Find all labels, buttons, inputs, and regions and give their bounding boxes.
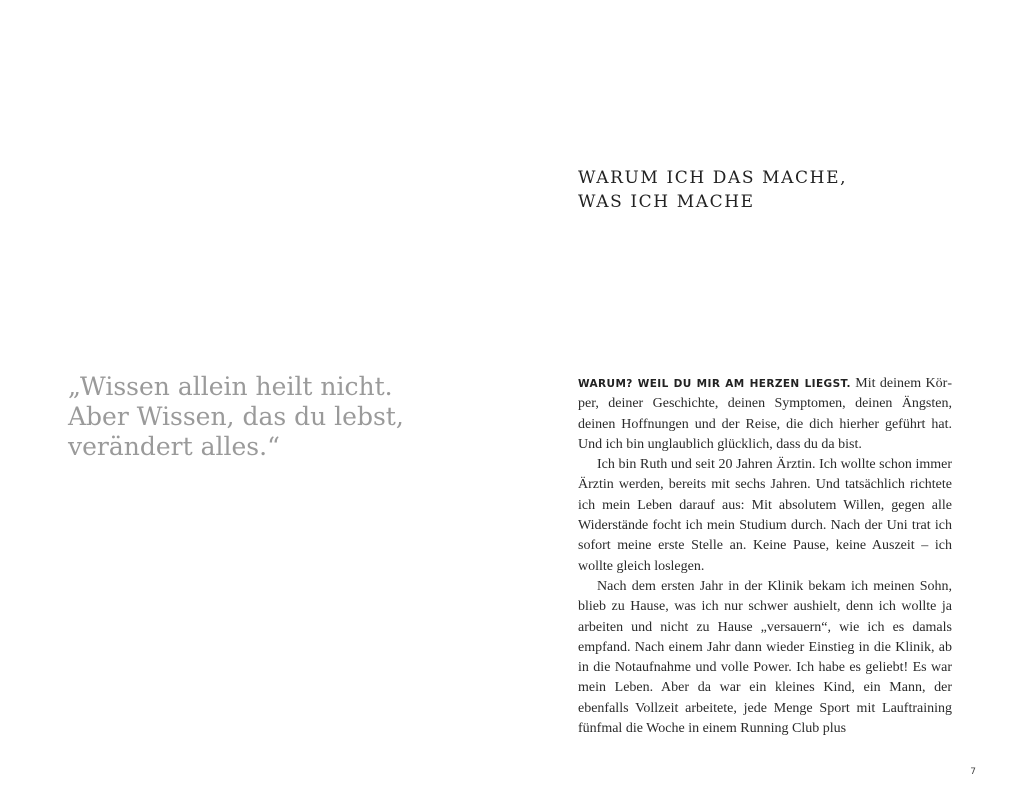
- quote-line: Aber Wissen, das du lebst,: [68, 402, 404, 431]
- right-page: [510, 0, 1020, 812]
- page-number: 7: [970, 767, 976, 777]
- paragraph-text: Mit deinem Körper, deiner Geschichte, deinen Symptomen, deinen Ängsten, deinen Hoffnungen und der Reise, die dich hierher geführt hat. Und ich bin unglaublich glücklich, dass du da bist.: [578, 376, 952, 452]
- chapter-title-line: WAS ICH MACHE: [578, 192, 755, 212]
- quote-line: „Wissen allein heilt nicht.: [68, 372, 393, 401]
- chapter-title: [578, 166, 847, 214]
- lead-in: WARUM? WEIL DU MIR AM HERZEN LIEGST.: [578, 378, 851, 390]
- quote-line: verändert alles.“: [68, 432, 280, 461]
- chapter-title-line: WARUM ICH DAS MACHE,: [578, 168, 848, 188]
- pull-quote: [68, 372, 468, 462]
- paragraph: Nach dem ersten Jahr in der Klinik bekam ich meinen Sohn, blieb zu Hause, was ich nur schwer aushielt, denn ich wollte ja arbeiten und nicht zu Hause „versauern“, wie ich es damals empfand. Nach einem Jahr dann wieder Einstieg in die Klinik, ab in die Notaufnahme und volle Power. Ich habe es geliebt! Es war mein Leben. Aber da war ein kleines Kind, ein Mann, der ebenfalls Vollzeit arbeitete, jede Menge Sport mit Lauftraining fünfmal die Woche in einem Running Club plus: [578, 578, 952, 737]
- paragraph: [578, 374, 952, 455]
- body-text: [578, 374, 952, 739]
- paragraph: Ich bin Ruth und seit 20 Jahren Ärztin. Ich wollte schon immer Ärztin werden, bereits mit sechs Jahren. Und tatsächlich richtete ich mein Leben darauf aus: Mit absolutem Willen, gegen alle Widerstände focht ich mein Studium durch. Nach der Uni trat ich sofort meine erste Stelle an. Keine Pause, keine Auszeit – ich wollte gleich loslegen.: [578, 457, 952, 574]
